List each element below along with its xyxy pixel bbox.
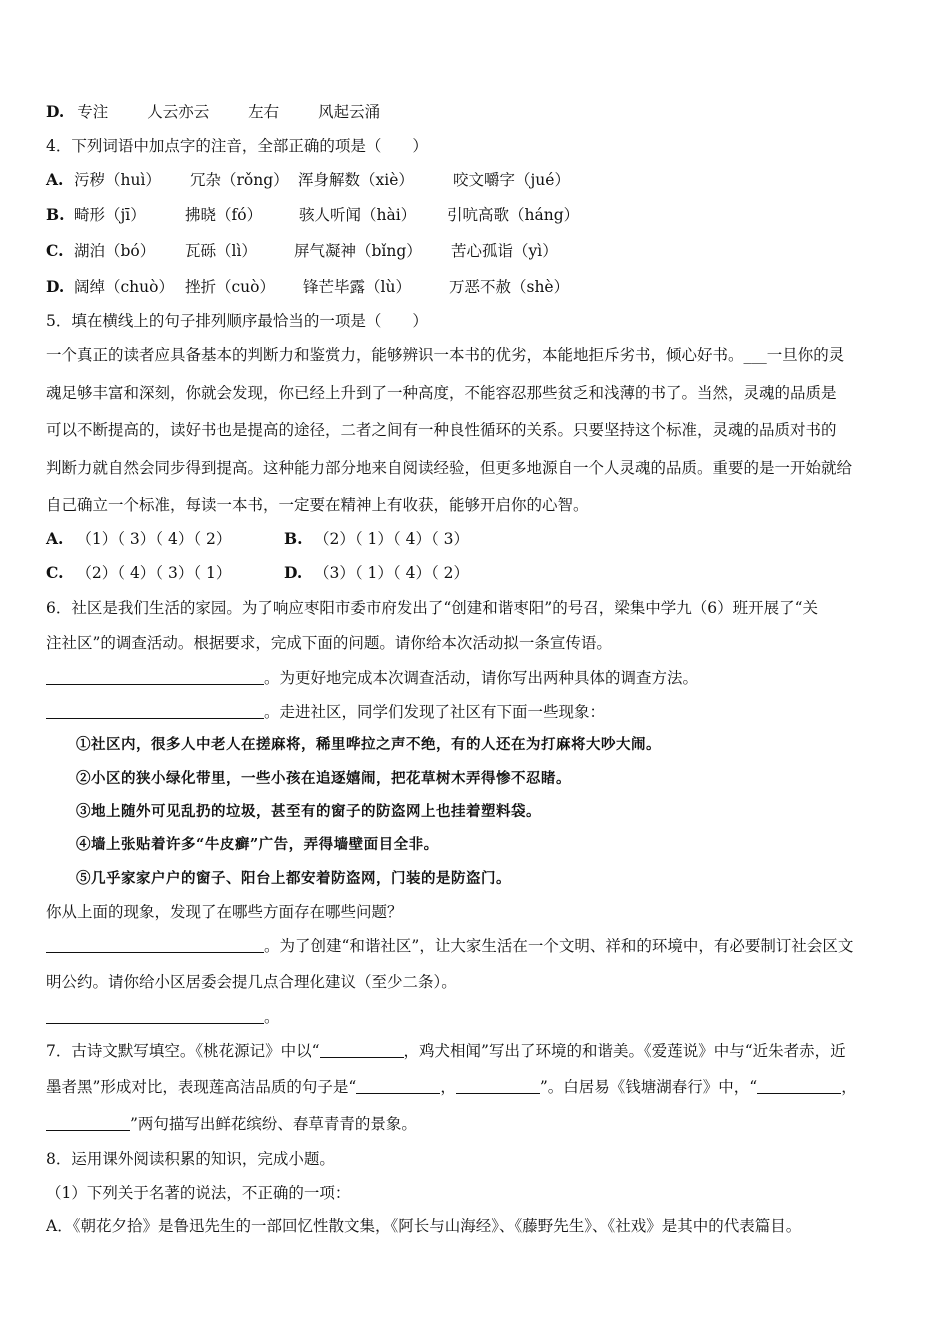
option-text: （3）（ 1）（ 4）（ 2） <box>314 564 469 582</box>
q7-line3 <box>46 1113 417 1135</box>
answer-blank[interactable] <box>757 1077 841 1094</box>
q6-text: 。为了创建“和谐社区”，让大家生活在一个文明、祥和的环境中，有必要制订社会区文 <box>264 937 854 955</box>
option-item: 苦心孤诣（yì） <box>451 242 558 260</box>
answer-blank[interactable] <box>46 702 264 719</box>
option-item: 人云亦云 <box>147 103 210 121</box>
q8-option-a: A．《朝花夕拾》是鲁迅先生的一部回忆性散文集，《阿长与山海经》、《藤野先生》、《社戏》是其中的代表篇目。 <box>46 1217 802 1235</box>
q7-text: ”两句描写出鲜花缤纷、春草青青的景象。 <box>130 1115 417 1133</box>
q5-passage-line: 魂足够丰富和深刻，你就会发现，你已经上升到了一种高度，不能容忍那些贫乏和浅薄的书了。当然，灵魂的品质是 <box>46 384 837 402</box>
q5-options-row2 <box>46 562 469 584</box>
option-item: 锋芒毕露（lù） <box>303 278 411 296</box>
option-item: 屏气凝神（bǐng） <box>294 242 422 260</box>
option-item: 畸形（jī） <box>74 206 146 224</box>
option-letter: D. <box>46 277 65 296</box>
answer-blank[interactable] <box>46 1007 264 1024</box>
q6-phenomenon: ③地上随外可见乱扔的垃圾，甚至有的窗子的防盗网上也挂着塑料袋。 <box>76 803 541 820</box>
option-letter: A. <box>46 529 64 548</box>
q5-passage-line: 可以不断提高的，读好书也是提高的途径，二者之间有一种良性循环的关系。只要坚持这个标准，灵魂的品质对书的 <box>46 421 837 439</box>
option-item: 阔绰（chuò） <box>74 278 174 296</box>
q7-text: ， <box>440 1078 456 1096</box>
q7-text: ，鸡犬相闻”写出了环境的和谐美。《爱莲说》中与“近朱者赤，近 <box>403 1042 846 1060</box>
q6-question: 你从上面的现象，发现了在哪些方面存在哪些问题？ <box>46 903 403 921</box>
answer-blank[interactable] <box>46 936 264 953</box>
q6-suggest-row <box>46 1006 280 1028</box>
option-text: （2）（ 1）（ 4）（ 3） <box>314 530 469 548</box>
answer-blank[interactable] <box>356 1077 440 1094</box>
option-item: 挫折（cuò） <box>185 278 275 296</box>
option-item: 专注 <box>77 103 109 121</box>
q6-phenomenon: ④墙上张贴着许多“牛皮癣”广告，弄得墙壁面目全非。 <box>76 836 439 853</box>
q8-stem: 8．运用课外阅读积累的知识，完成小题。 <box>46 1150 335 1168</box>
option-item: 湖泊（bó） <box>74 242 156 260</box>
q7-line1 <box>46 1040 846 1062</box>
answer-blank[interactable] <box>456 1077 540 1094</box>
option-item: 引吭高歌（háng） <box>447 206 580 224</box>
q4-option-b <box>46 204 580 226</box>
q3-option-d <box>46 101 380 123</box>
option-item: 骇人听闻（hài） <box>299 206 417 224</box>
q7-line2 <box>46 1076 857 1098</box>
q6-text: 。走进社区，同学们发现了社区有下面一些现象： <box>264 703 606 721</box>
option-item: 浑身解数（xiè） <box>298 171 414 189</box>
option-text: （2）（ 4）（ 3）（ 1） <box>76 564 232 582</box>
option-letter: A. <box>46 170 64 189</box>
q5-stem: 5．填在横线上的句子排列顺序最恰当的一项是（ ） <box>46 312 428 330</box>
q6-slogan-row <box>46 667 698 689</box>
option-item: 风起云涌 <box>318 103 381 121</box>
q7-text: 7．古诗文默写填空。《桃花源记》中以“ <box>46 1042 320 1060</box>
answer-blank[interactable] <box>46 1114 130 1131</box>
option-text: （1）（ 3）（ 4）（ 2） <box>76 530 232 548</box>
option-item: 咬文嚼字（jué） <box>453 171 570 189</box>
option-item: 瓦砾（lì） <box>185 242 257 260</box>
q8-sub1: （1）下列关于名著的说法，不正确的一项： <box>46 1184 351 1202</box>
q6-phenomenon: ①社区内，很多人中老人在搓麻将，稀里哗拉之声不绝，有的人还在为打麻将大吵大闹。 <box>76 736 661 753</box>
q4-option-c <box>46 240 558 262</box>
q5-passage-line: 一个真正的读者应具备基本的判断力和鉴赏力，能够辨识一本书的优劣，本能地拒斥劣书，倾心好书。___一旦你的灵 <box>46 346 845 364</box>
option-letter: B. <box>284 529 303 548</box>
q4-option-a <box>46 169 570 191</box>
q6-line-cont: 明公约。请你给小区居委会提几点合理化建议（至少二条）。 <box>46 973 457 991</box>
q6-text: 。为更好地完成本次调查活动，请你写出两种具体的调查方法。 <box>264 669 699 687</box>
option-letter: D. <box>284 563 303 582</box>
option-item: 污秽（huì） <box>74 171 161 189</box>
option-letter: B. <box>46 205 65 224</box>
answer-blank[interactable] <box>320 1041 404 1058</box>
option-item: 拂晓（fó） <box>185 206 263 224</box>
option-letter: C. <box>46 563 64 582</box>
answer-blank[interactable] <box>46 668 264 685</box>
q5-passage-line: 自己确立一个标准，每读一本书，一定要在精神上有收获，能够开启你的心智。 <box>46 496 589 514</box>
q7-text: 墨者黑”形成对比，表现莲高洁品质的句子是“ <box>46 1078 357 1096</box>
q6-phenomenon: ⑤几乎家家户户的窗子、阳台上都安着防盗网，门装的是防盗门。 <box>76 870 511 887</box>
q7-text: ”。白居易《钱塘湖春行》中，“ <box>539 1078 758 1096</box>
q5-options-row1 <box>46 528 469 550</box>
q6-problem-row <box>46 935 853 957</box>
q6-text: 。 <box>264 1008 280 1026</box>
q4-option-d <box>46 276 570 298</box>
option-item: 冗杂（rǒng） <box>190 171 289 189</box>
q6-method-row <box>46 701 605 723</box>
option-item: 左右 <box>248 103 280 121</box>
q6-stem-line1: 6．社区是我们生活的家园。为了响应枣阳市委市府发出了“创建和谐枣阳”的号召，梁集中学九（6）班开展了“关 <box>46 599 818 617</box>
q5-passage-line: 判断力就自然会同步得到提高。这种能力部分地来自阅读经验，但更多地源自一个人灵魂的品质。重要的是一开始就给 <box>46 459 853 477</box>
option-item: 万恶不赦（shè） <box>449 278 570 296</box>
q7-text: ， <box>841 1078 857 1096</box>
q6-stem-line2: 注社区”的调查活动。根据要求，完成下面的问题。请你给本次活动拟一条宣传语。 <box>46 634 612 652</box>
option-letter: C. <box>46 241 64 260</box>
q4-stem: 4．下列词语中加点字的注音，全部正确的项是（ ） <box>46 137 428 155</box>
q6-phenomenon: ②小区的狭小绿化带里，一些小孩在追逐嬉闹，把花草树木弄得惨不忍睹。 <box>76 770 571 787</box>
option-letter: D. <box>46 102 65 121</box>
